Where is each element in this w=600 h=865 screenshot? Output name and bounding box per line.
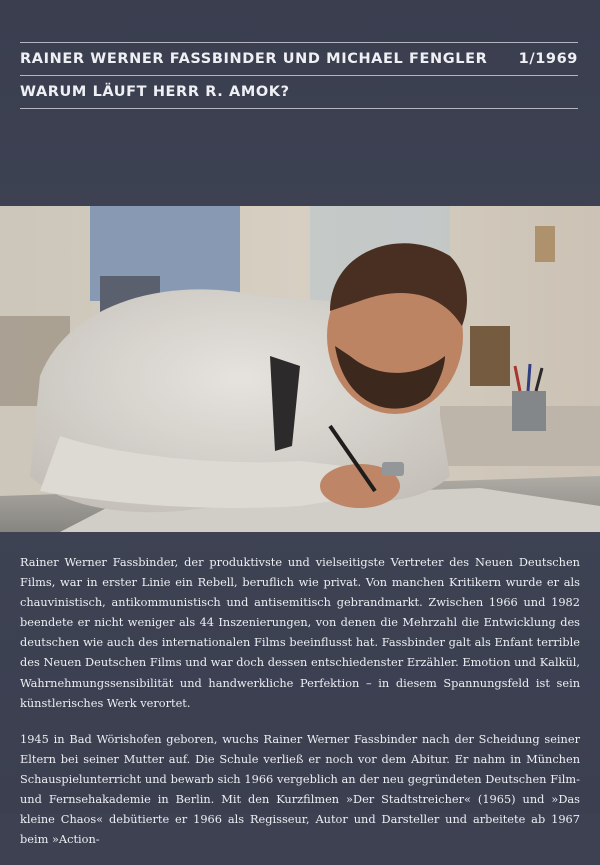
film-title-row [20, 76, 578, 108]
bottom-rule [20, 108, 578, 109]
photo-illustration [0, 206, 600, 532]
paragraph-2: 1945 in Bad Wörishofen geboren, wuchs Rainer Werner Fassbinder nach der Scheidung seiner Eltern bei seiner Mutter auf. Die Schule verließ er noch vor dem Abitur. Er nahm in München Schauspielunterricht und bewarb sich 1966 vergeblich an der neu gegründeten Deutschen Film- und Fernsehakademie in Berlin. Mit den Kurzfilmen »Der Stadtstreicher« (1965) und »Das kleine Chaos« debütierte er 1966 als Regisseur, Autor und Darsteller und arbeitete ab 1967 beim »Action- [20, 731, 580, 847]
film-title: WARUM LÄUFT HERR R. AMOK? [20, 84, 290, 100]
top-rule [20, 42, 578, 43]
middle-rule [20, 75, 578, 76]
authors-row [20, 43, 578, 75]
film-still-photo [0, 206, 600, 532]
body-text [20, 552, 580, 865]
issue-number: 1/1969 [518, 51, 578, 67]
cover-header [20, 42, 578, 109]
paragraph-1: Rainer Werner Fassbinder, der produktivste und vielseitigste Vertreter des Neuen Deutschen Films, war in erster Linie ein Rebell, beruflich wie privat. Von manchen Kritikern wurde er als chauvinistisch, antikommunistisch und antisemitisch gebrandmarkt. Zwischen 1966 und 1982 beendete er nicht weniger als 44 Inszenierungen, von denen die Mehrzahl die Entwicklung des deutschen wie auch des internationalen Films beeinflusst hat. Fassbinder galt als Enfant terrible des Neuen Deutschen Films und war doch dessen entschiedenster Erzähler. Emotion und Kalkül, Wahrnehmungssensibilität und handwerkliche Perfektion – in diesem Spannungsfeld ist sein künstlerisches Werk verortet. [20, 555, 580, 710]
authors-title: RAINER WERNER FASSBINDER UND MICHAEL FENGLER [20, 51, 488, 67]
